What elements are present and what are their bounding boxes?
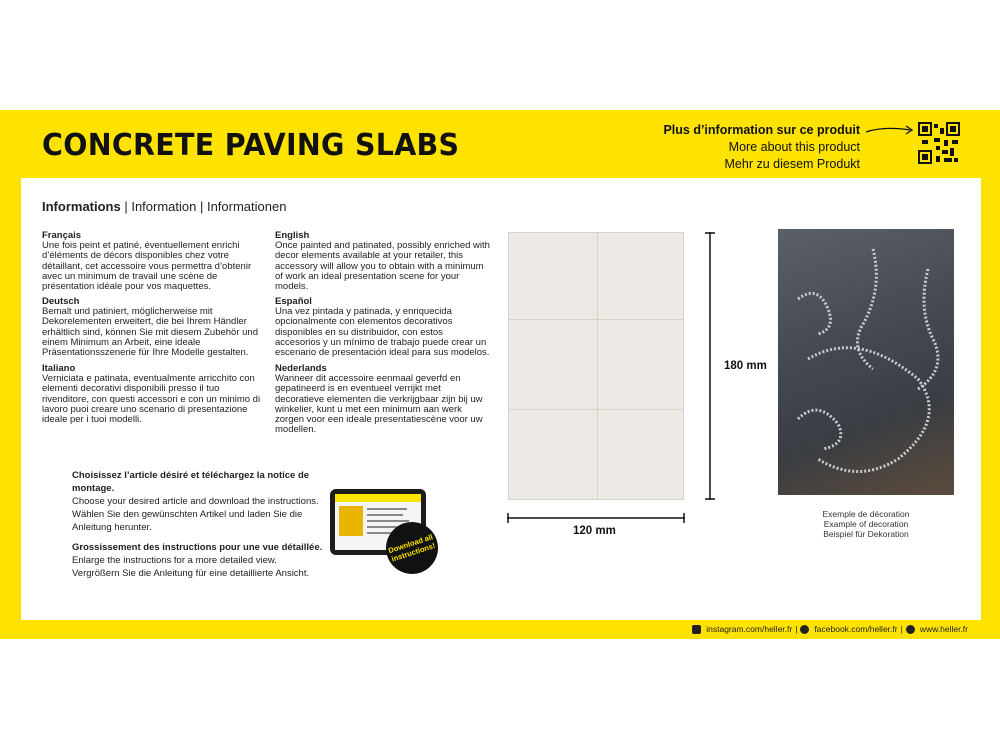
lang-text: Una vez pintada y patinada, y enriquecida opcionalmente con elementos decorativos disponibles en su distribuidor, con estos accesorios y un mínimo de trabajo puede crear un escenario de presentación ideal para sus modelos. — [275, 306, 490, 359]
qr-code-icon[interactable] — [918, 122, 960, 164]
lang-text: Once painted and patinated, possibly enriched with decor elements available at your retailer, this accessory will allow you to obtain with a minimum of work an ideal presentation scene for your models. — [275, 240, 490, 293]
more-info-fr: Plus d’information sur ce produit — [663, 123, 860, 137]
info-heading-rest: | Information | Informationen — [120, 199, 287, 214]
lang-name: Italiano — [42, 363, 76, 374]
lang-name: Nederlands — [275, 363, 327, 374]
height-dimension-line — [704, 232, 716, 500]
lang-block-english — [275, 231, 490, 292]
download-line2-fr: Grossissement des instructions pour une vue détaillée. — [72, 542, 323, 553]
lang-text: Wanneer dit accessoire eenmaal geverfd en gepatineerd is en eventueel verrijkt met decoratieve elementen die verkrijgbaar zijn bij uw winkelier, kunt u met een minimum aan werk zorgen voor een ideale presentatiescène voor uw modellen. — [275, 373, 483, 436]
decoration-caption — [778, 509, 954, 539]
more-info-de: Mehr zu diesem Produkt — [724, 157, 860, 171]
lang-text: Bemalt und patiniert, möglicherweise mit Dekorelementen erweitert, die bei Ihrem Händler erhältlich sind, können Sie mit diesem Zubehör und einem Minimum an Arbeit, eine ideale Präsentationsszenerie für Ihre Modelle gestalten. — [42, 306, 258, 359]
download-line1-en: Choose your desired article and download the instructions. — [72, 496, 319, 507]
arrow-icon — [864, 124, 916, 136]
lang-text: Verniciata e patinata, eventualmente arricchito con elementi decorativi disponibili presso il tuo rivenditore, con questi accessori e con un minimo di lavoro puoi creare uno scenario di presentazione ideale per i tuoi modelli. — [42, 373, 261, 426]
download-line2-de: Vergrößern Sie die Anleitung für eine detaillierte Ansicht. — [72, 568, 310, 579]
download-line1-fr: Choisissez l’article désiré et téléchargez la notice de montage. — [72, 470, 310, 494]
more-info-link[interactable] — [663, 122, 860, 173]
width-dimension-line — [507, 512, 685, 524]
lang-text: Une fois peint et patiné, éventuellement enrichi d’éléments de décors disponibles chez votre détaillant, cet accessoire vous permettra d’obtenir avec un minimum de travail une scène de présentation idéale pour vos maquettes. — [42, 240, 252, 293]
download-line1-de: Wählen Sie den gewünschten Artikel und laden Sie die Anleitung herunter. — [72, 509, 303, 533]
lang-name: Español — [275, 296, 312, 307]
download-instructions-text — [72, 469, 347, 580]
decoration-example-image — [778, 229, 954, 495]
website-link[interactable]: www.heller.fr — [919, 624, 968, 634]
decoration-caption-en: Example of decoration — [823, 519, 909, 529]
decoration-caption-de: Beispiel für Dekoration — [823, 529, 909, 539]
facebook-link[interactable]: facebook.com/heller.fr — [814, 624, 898, 634]
ornament-pattern — [778, 229, 954, 495]
lang-block-nederlands — [275, 364, 490, 435]
paving-slab-image — [508, 232, 684, 500]
width-label: 120 mm — [573, 525, 616, 537]
info-heading — [42, 199, 286, 214]
lang-name: Deutsch — [42, 296, 80, 307]
height-label: 180 mm — [724, 360, 767, 372]
facebook-icon — [800, 625, 809, 634]
download-all-badge[interactable]: Download all instructions! — [379, 515, 445, 581]
lang-block-francais — [42, 231, 262, 292]
lang-name: Français — [42, 230, 82, 241]
more-info-en: More about this product — [728, 140, 860, 154]
lang-name: English — [275, 230, 310, 241]
download-line2-en: Enlarge the instructions for a more detailed view. — [72, 555, 277, 566]
globe-icon — [906, 625, 915, 634]
instagram-link[interactable]: instagram.com/heller.fr — [706, 624, 793, 634]
social-links-footer: instagram.com/heller.fr | facebook.com/heller.fr | www.heller.fr — [692, 624, 968, 634]
lang-block-italiano — [42, 364, 262, 425]
decoration-caption-fr: Exemple de décoration — [822, 509, 910, 519]
lang-block-espanol — [275, 297, 490, 358]
product-title: CONCRETE PAVING SLABS — [42, 128, 460, 163]
info-heading-fr: Informations — [42, 199, 121, 214]
instagram-icon — [692, 625, 701, 634]
lang-block-deutsch — [42, 297, 262, 358]
